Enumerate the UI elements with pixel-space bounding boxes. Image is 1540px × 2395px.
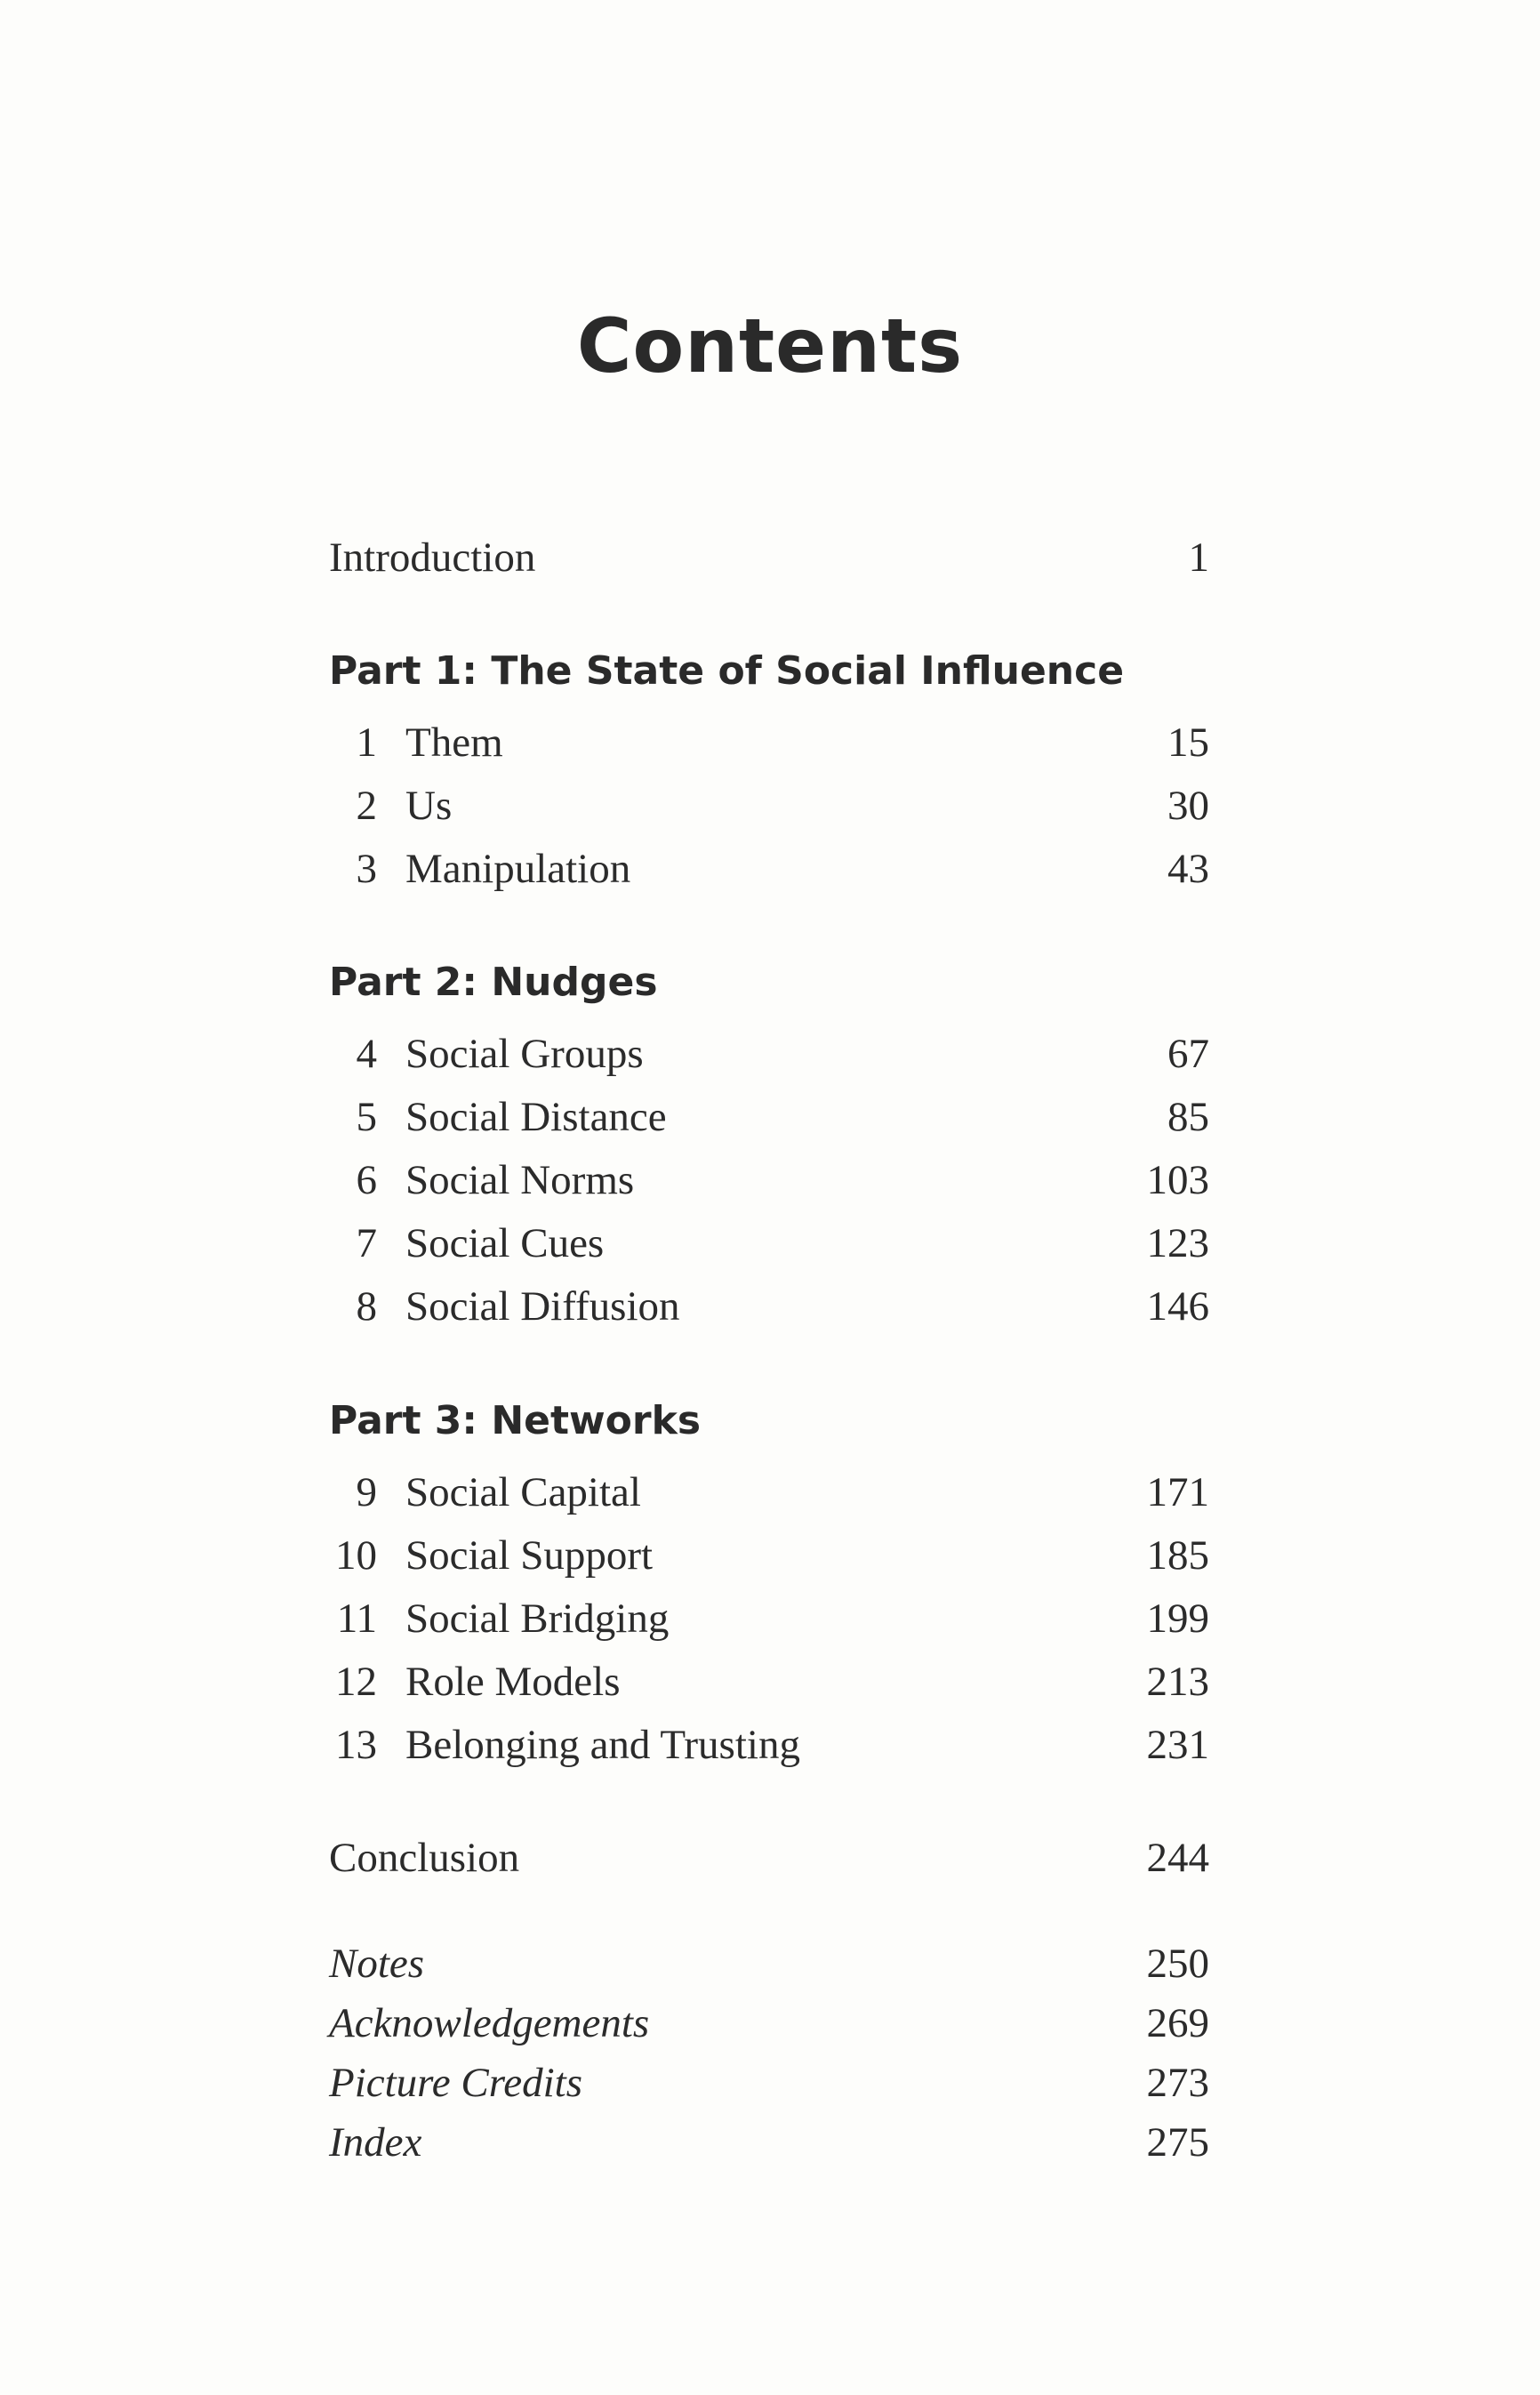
toc-chapter-9 — [329, 1461, 1209, 1523]
toc-chapter-6 — [329, 1149, 1209, 1211]
chapter-number: 4 — [356, 1031, 377, 1077]
chapter-page: 199 — [1146, 1595, 1209, 1642]
toc-backmatter-acknowledgements — [329, 1992, 1209, 2054]
backmatter-label: Picture Credits — [329, 2060, 583, 2106]
backmatter-label: Index — [329, 2119, 422, 2166]
chapter-page: 146 — [1146, 1283, 1209, 1330]
chapter-page: 30 — [1167, 783, 1209, 829]
chapter-number: 8 — [356, 1283, 377, 1330]
toc-chapter-13 — [329, 1714, 1209, 1776]
chapter-number: 1 — [356, 719, 377, 766]
toc-chapter-8 — [329, 1275, 1209, 1338]
toc-entry-label: Introduction — [329, 534, 536, 581]
toc-chapter-4 — [329, 1023, 1209, 1085]
toc-backmatter-notes — [329, 1933, 1209, 1995]
toc-chapter-12 — [329, 1651, 1209, 1713]
chapter-page: 185 — [1146, 1532, 1209, 1579]
chapter-page: 85 — [1167, 1094, 1209, 1140]
chapter-title: Social Support — [405, 1532, 654, 1579]
backmatter-label: Notes — [329, 1941, 425, 1987]
chapter-title: Social Distance — [405, 1094, 667, 1140]
toc-backmatter-index — [329, 2111, 1209, 2174]
chapter-title: Belonging and Trusting — [405, 1722, 800, 1768]
chapter-page: 15 — [1167, 719, 1209, 766]
chapter-number: 2 — [356, 783, 377, 829]
toc-backmatter-picture-credits — [329, 2052, 1209, 2114]
toc-chapter-3 — [329, 838, 1209, 900]
toc-chapter-7 — [329, 1212, 1209, 1274]
toc-entry-introduction — [329, 526, 1209, 589]
backmatter-page: 273 — [1146, 2060, 1209, 2106]
chapter-title: Us — [405, 783, 453, 829]
toc-entry-label: Conclusion — [329, 1835, 520, 1881]
chapter-title: Social Cues — [405, 1220, 605, 1266]
toc-chapter-1 — [329, 711, 1209, 774]
chapter-number: 12 — [335, 1659, 377, 1705]
chapter-number: 6 — [356, 1157, 377, 1203]
chapter-page: 43 — [1167, 846, 1209, 892]
chapter-title: Manipulation — [405, 846, 631, 892]
chapter-number: 7 — [356, 1220, 377, 1266]
chapter-page: 67 — [1167, 1031, 1209, 1077]
chapter-number: 13 — [335, 1722, 377, 1768]
page-title: Contents — [576, 302, 964, 390]
backmatter-page: 250 — [1146, 1941, 1209, 1987]
chapter-title: Them — [405, 719, 503, 766]
backmatter-page: 275 — [1146, 2119, 1209, 2166]
chapter-title: Social Norms — [405, 1157, 635, 1203]
toc-entry-page: 244 — [1146, 1835, 1209, 1881]
toc-chapter-10 — [329, 1524, 1209, 1587]
toc-entry-conclusion — [329, 1827, 1209, 1889]
backmatter-page: 269 — [1146, 2000, 1209, 2046]
part-heading-2: Part 2: Nudges — [329, 960, 658, 1005]
backmatter-label: Acknowledgements — [329, 2000, 650, 2046]
chapter-title: Social Capital — [405, 1469, 641, 1515]
chapter-title: Social Groups — [405, 1031, 644, 1077]
part-heading-1: Part 1: The State of Social Influence — [329, 648, 1125, 694]
chapter-number: 11 — [336, 1595, 377, 1642]
chapter-page: 231 — [1146, 1722, 1209, 1768]
chapter-title: Social Bridging — [405, 1595, 670, 1642]
chapter-number: 5 — [356, 1094, 377, 1140]
chapter-page: 103 — [1146, 1157, 1209, 1203]
chapter-page: 213 — [1146, 1659, 1209, 1705]
chapter-number: 9 — [356, 1469, 377, 1515]
chapter-number: 10 — [335, 1532, 377, 1579]
chapter-number: 3 — [356, 846, 377, 892]
toc-chapter-11 — [329, 1587, 1209, 1650]
part-heading-3: Part 3: Networks — [329, 1398, 702, 1443]
toc-chapter-2 — [329, 775, 1209, 837]
chapter-page: 171 — [1146, 1469, 1209, 1515]
toc-chapter-5 — [329, 1086, 1209, 1148]
toc-entry-page: 1 — [1188, 534, 1209, 581]
chapter-page: 123 — [1146, 1220, 1209, 1266]
chapter-title: Social Diffusion — [405, 1283, 680, 1330]
chapter-title: Role Models — [405, 1659, 621, 1705]
